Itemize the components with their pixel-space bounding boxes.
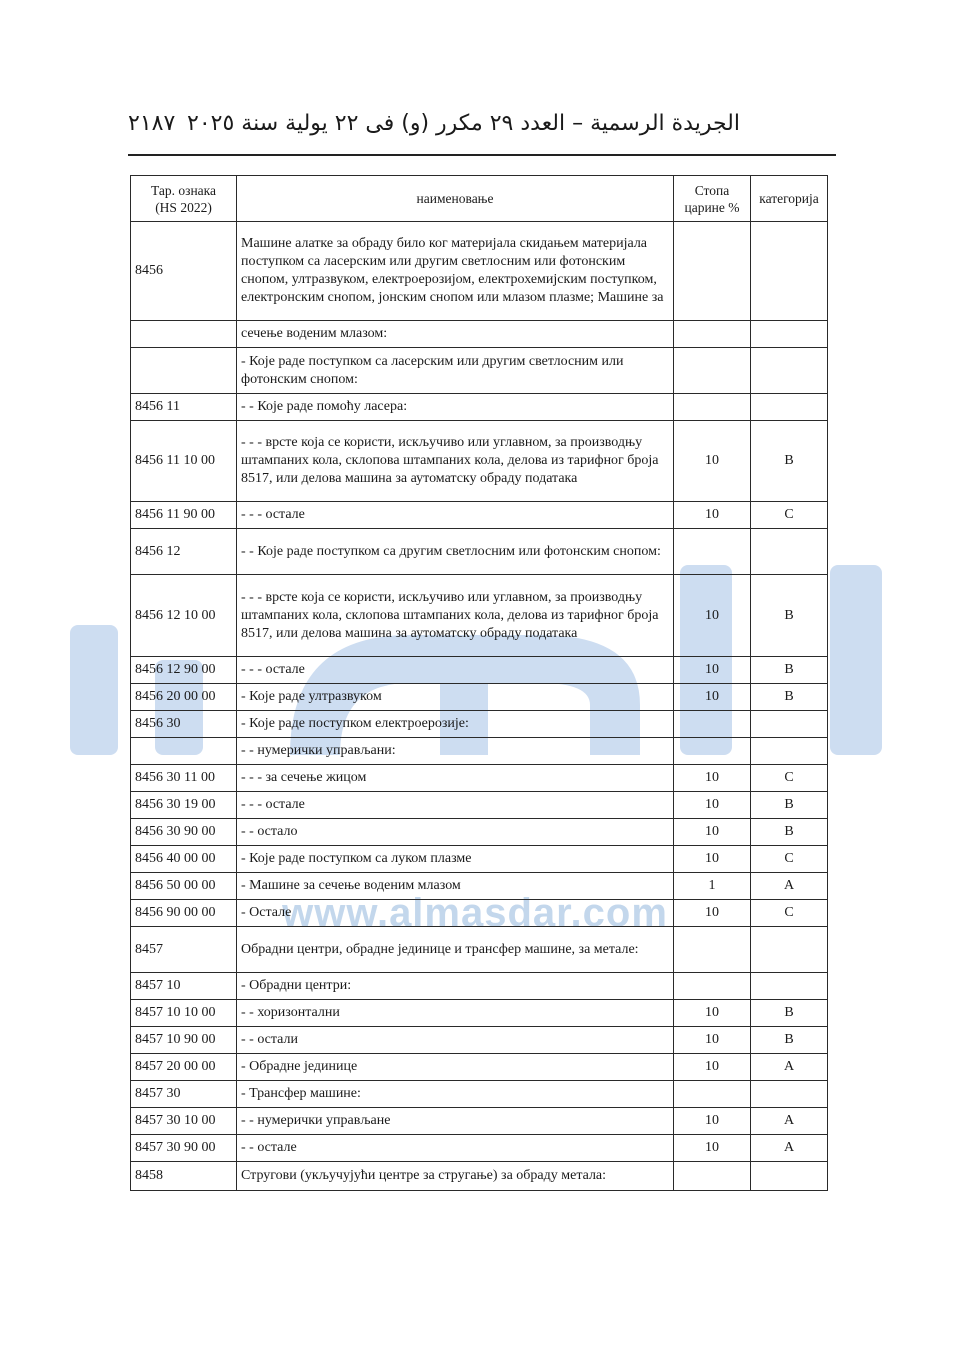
table-row	[131, 711, 828, 738]
duty-rate	[674, 711, 751, 738]
tariff-description: - - - остале	[237, 657, 674, 684]
table-row	[131, 657, 828, 684]
tariff-description: - - нумерички управљане	[237, 1108, 674, 1135]
column-header-code-line2: (HS 2022)	[155, 199, 212, 215]
duty-rate: 10	[674, 765, 751, 792]
category: B	[751, 657, 828, 684]
tariff-code: 8457 10	[131, 973, 237, 1000]
tariff-code: 8457	[131, 927, 237, 973]
table-header-row	[131, 176, 828, 222]
category: B	[751, 1000, 828, 1027]
tariff-code: 8456 30 19 00	[131, 792, 237, 819]
table-row	[131, 222, 828, 321]
tariff-description: - - - остале	[237, 502, 674, 529]
duty-rate	[674, 927, 751, 973]
column-header-code-line1: Тар. ознака	[150, 182, 217, 198]
tariff-description: - - остало	[237, 819, 674, 846]
duty-rate	[674, 348, 751, 394]
duty-rate: 10	[674, 421, 751, 502]
column-header-category: категорија	[751, 176, 828, 222]
tariff-description: - - остале	[237, 1135, 674, 1162]
category: C	[751, 502, 828, 529]
category	[751, 321, 828, 348]
category: B	[751, 819, 828, 846]
tariff-description: - Које раде поступком електроерозије:	[237, 711, 674, 738]
duty-rate	[674, 1081, 751, 1108]
category	[751, 348, 828, 394]
tariff-description: - Трансфер машине:	[237, 1081, 674, 1108]
tariff-code: 8456 11 90 00	[131, 502, 237, 529]
duty-rate: 10	[674, 502, 751, 529]
tariff-code: 8456 40 00 00	[131, 846, 237, 873]
duty-rate: 10	[674, 657, 751, 684]
table-row	[131, 321, 828, 348]
tariff-description: сечење воденим млазом:	[237, 321, 674, 348]
tariff-code: 8456 20 00 00	[131, 684, 237, 711]
tariff-description: - - нумерички управљани:	[237, 738, 674, 765]
tariff-code: 8457 30 90 00	[131, 1135, 237, 1162]
duty-rate: 10	[674, 1054, 751, 1081]
table-row	[131, 1162, 828, 1191]
category	[751, 711, 828, 738]
table-row	[131, 765, 828, 792]
tariff-description: - Које раде поступком са ласерским или другим светлосним или фотонским снопом:	[237, 348, 674, 394]
duty-rate	[674, 973, 751, 1000]
tariff-code: 8456 11	[131, 394, 237, 421]
duty-rate	[674, 738, 751, 765]
table-row	[131, 973, 828, 1000]
tariff-code: 8457 20 00 00	[131, 1054, 237, 1081]
tariff-description: - - - остале	[237, 792, 674, 819]
table-row	[131, 738, 828, 765]
tariff-description: - - - врсте која се користи, искључиво или углавном, за производњу штампаних кола, склопова штампаних кола, делова из тарифног броја 8517, или делова машина за аутоматску обраду података	[237, 575, 674, 657]
table-row	[131, 819, 828, 846]
table-row	[131, 1054, 828, 1081]
category: B	[751, 1027, 828, 1054]
table-row	[131, 502, 828, 529]
gazette-title: الجريدة الرسمية – العدد ٢٩ مكرر (و) فى ٢٢ يولية سنة ٢٠٢٥	[187, 111, 740, 136]
tariff-code: 8456 30 90 00	[131, 819, 237, 846]
page-number: ٢١٨٧	[128, 111, 176, 136]
table-row	[131, 846, 828, 873]
duty-rate: 10	[674, 684, 751, 711]
tariff-code: 8456 12 90 00	[131, 657, 237, 684]
tariff-code	[131, 738, 237, 765]
duty-rate: 10	[674, 575, 751, 657]
category: B	[751, 575, 828, 657]
category	[751, 1081, 828, 1108]
table-row	[131, 792, 828, 819]
column-header-description: наименовање	[237, 176, 674, 222]
table-row	[131, 1108, 828, 1135]
duty-rate: 10	[674, 1027, 751, 1054]
column-header-rate-line2: царине %	[684, 199, 740, 215]
table-row	[131, 684, 828, 711]
duty-rate	[674, 222, 751, 321]
table-row	[131, 900, 828, 927]
duty-rate: 10	[674, 1108, 751, 1135]
category	[751, 1162, 828, 1191]
tariff-code: 8458	[131, 1162, 237, 1191]
category: A	[751, 1108, 828, 1135]
tariff-table	[130, 175, 828, 1191]
tariff-code: 8457 30	[131, 1081, 237, 1108]
duty-rate: 10	[674, 1135, 751, 1162]
duty-rate: 10	[674, 1000, 751, 1027]
table-row	[131, 421, 828, 502]
tariff-code: 8456 90 00 00	[131, 900, 237, 927]
column-header-code	[131, 176, 237, 222]
category: C	[751, 900, 828, 927]
column-header-rate-line1: Стопа	[694, 182, 730, 198]
tariff-description: Стругови (укључујући центре за стругање) за обраду метала:	[237, 1162, 674, 1191]
category: A	[751, 1135, 828, 1162]
tariff-description: - Обрадни центри:	[237, 973, 674, 1000]
category: A	[751, 873, 828, 900]
duty-rate: 10	[674, 792, 751, 819]
tariff-code	[131, 321, 237, 348]
category: A	[751, 1054, 828, 1081]
column-header-rate	[674, 176, 751, 222]
category	[751, 973, 828, 1000]
tariff-code: 8457 30 10 00	[131, 1108, 237, 1135]
table-row	[131, 1027, 828, 1054]
duty-rate	[674, 321, 751, 348]
table-row	[131, 1081, 828, 1108]
tariff-description: - - - врсте која се користи, искључиво или углавном, за производњу штампаних кола, склопова штампаних кола, делова из тарифног броја 8517, или делова машина за аутоматску обраду података	[237, 421, 674, 502]
tariff-description: - - остали	[237, 1027, 674, 1054]
tariff-code: 8456 30 11 00	[131, 765, 237, 792]
tariff-description: - Које раде поступком са луком плазме	[237, 846, 674, 873]
category: B	[751, 684, 828, 711]
tariff-description: - - Које раде поступком са другим светлосним или фотонским снопом:	[237, 529, 674, 575]
tariff-code: 8457 10 90 00	[131, 1027, 237, 1054]
category: B	[751, 792, 828, 819]
page-header	[128, 106, 836, 142]
tariff-description: - Које раде ултразвуком	[237, 684, 674, 711]
tariff-description: - Обрадне јединице	[237, 1054, 674, 1081]
tariff-description: - - Које раде помоћу ласера:	[237, 394, 674, 421]
tariff-description: Машине алатке за обраду било ког материјала скидањем материјала поступком са ласерским или другим светлосним или фотонским снопом, ултразвуком, електроерозијом, електрохемијским поступком, електронским снопом, јонским снопом или млазом плазме; Машине за	[237, 222, 674, 321]
tariff-code: 8456 11 10 00	[131, 421, 237, 502]
tariff-code: 8457 10 10 00	[131, 1000, 237, 1027]
category: C	[751, 846, 828, 873]
tariff-code	[131, 348, 237, 394]
tariff-code: 8456 12 10 00	[131, 575, 237, 657]
duty-rate	[674, 394, 751, 421]
tariff-code: 8456	[131, 222, 237, 321]
tariff-description: - Остале	[237, 900, 674, 927]
category: C	[751, 765, 828, 792]
table-row	[131, 873, 828, 900]
header-divider	[128, 154, 836, 156]
tariff-code: 8456 30	[131, 711, 237, 738]
category	[751, 394, 828, 421]
table-row	[131, 1135, 828, 1162]
table-row	[131, 1000, 828, 1027]
table-row	[131, 575, 828, 657]
duty-rate	[674, 529, 751, 575]
duty-rate: 10	[674, 819, 751, 846]
table-row	[131, 529, 828, 575]
table-row	[131, 394, 828, 421]
tariff-description: - - хоризонтални	[237, 1000, 674, 1027]
category	[751, 738, 828, 765]
tariff-code: 8456 50 00 00	[131, 873, 237, 900]
tariff-code: 8456 12	[131, 529, 237, 575]
category	[751, 222, 828, 321]
table-row	[131, 348, 828, 394]
category: B	[751, 421, 828, 502]
duty-rate: 10	[674, 846, 751, 873]
duty-rate: 10	[674, 900, 751, 927]
category	[751, 927, 828, 973]
duty-rate: 1	[674, 873, 751, 900]
watermark-url: www.almasdar.com	[282, 891, 668, 935]
table-row	[131, 927, 828, 973]
tariff-description: Обрадни центри, обрадне јединице и трансфер машине, за метале:	[237, 927, 674, 973]
duty-rate	[674, 1162, 751, 1191]
tariff-description: - Машине за сечење воденим млазом	[237, 873, 674, 900]
category	[751, 529, 828, 575]
tariff-description: - - - за сечење жицом	[237, 765, 674, 792]
